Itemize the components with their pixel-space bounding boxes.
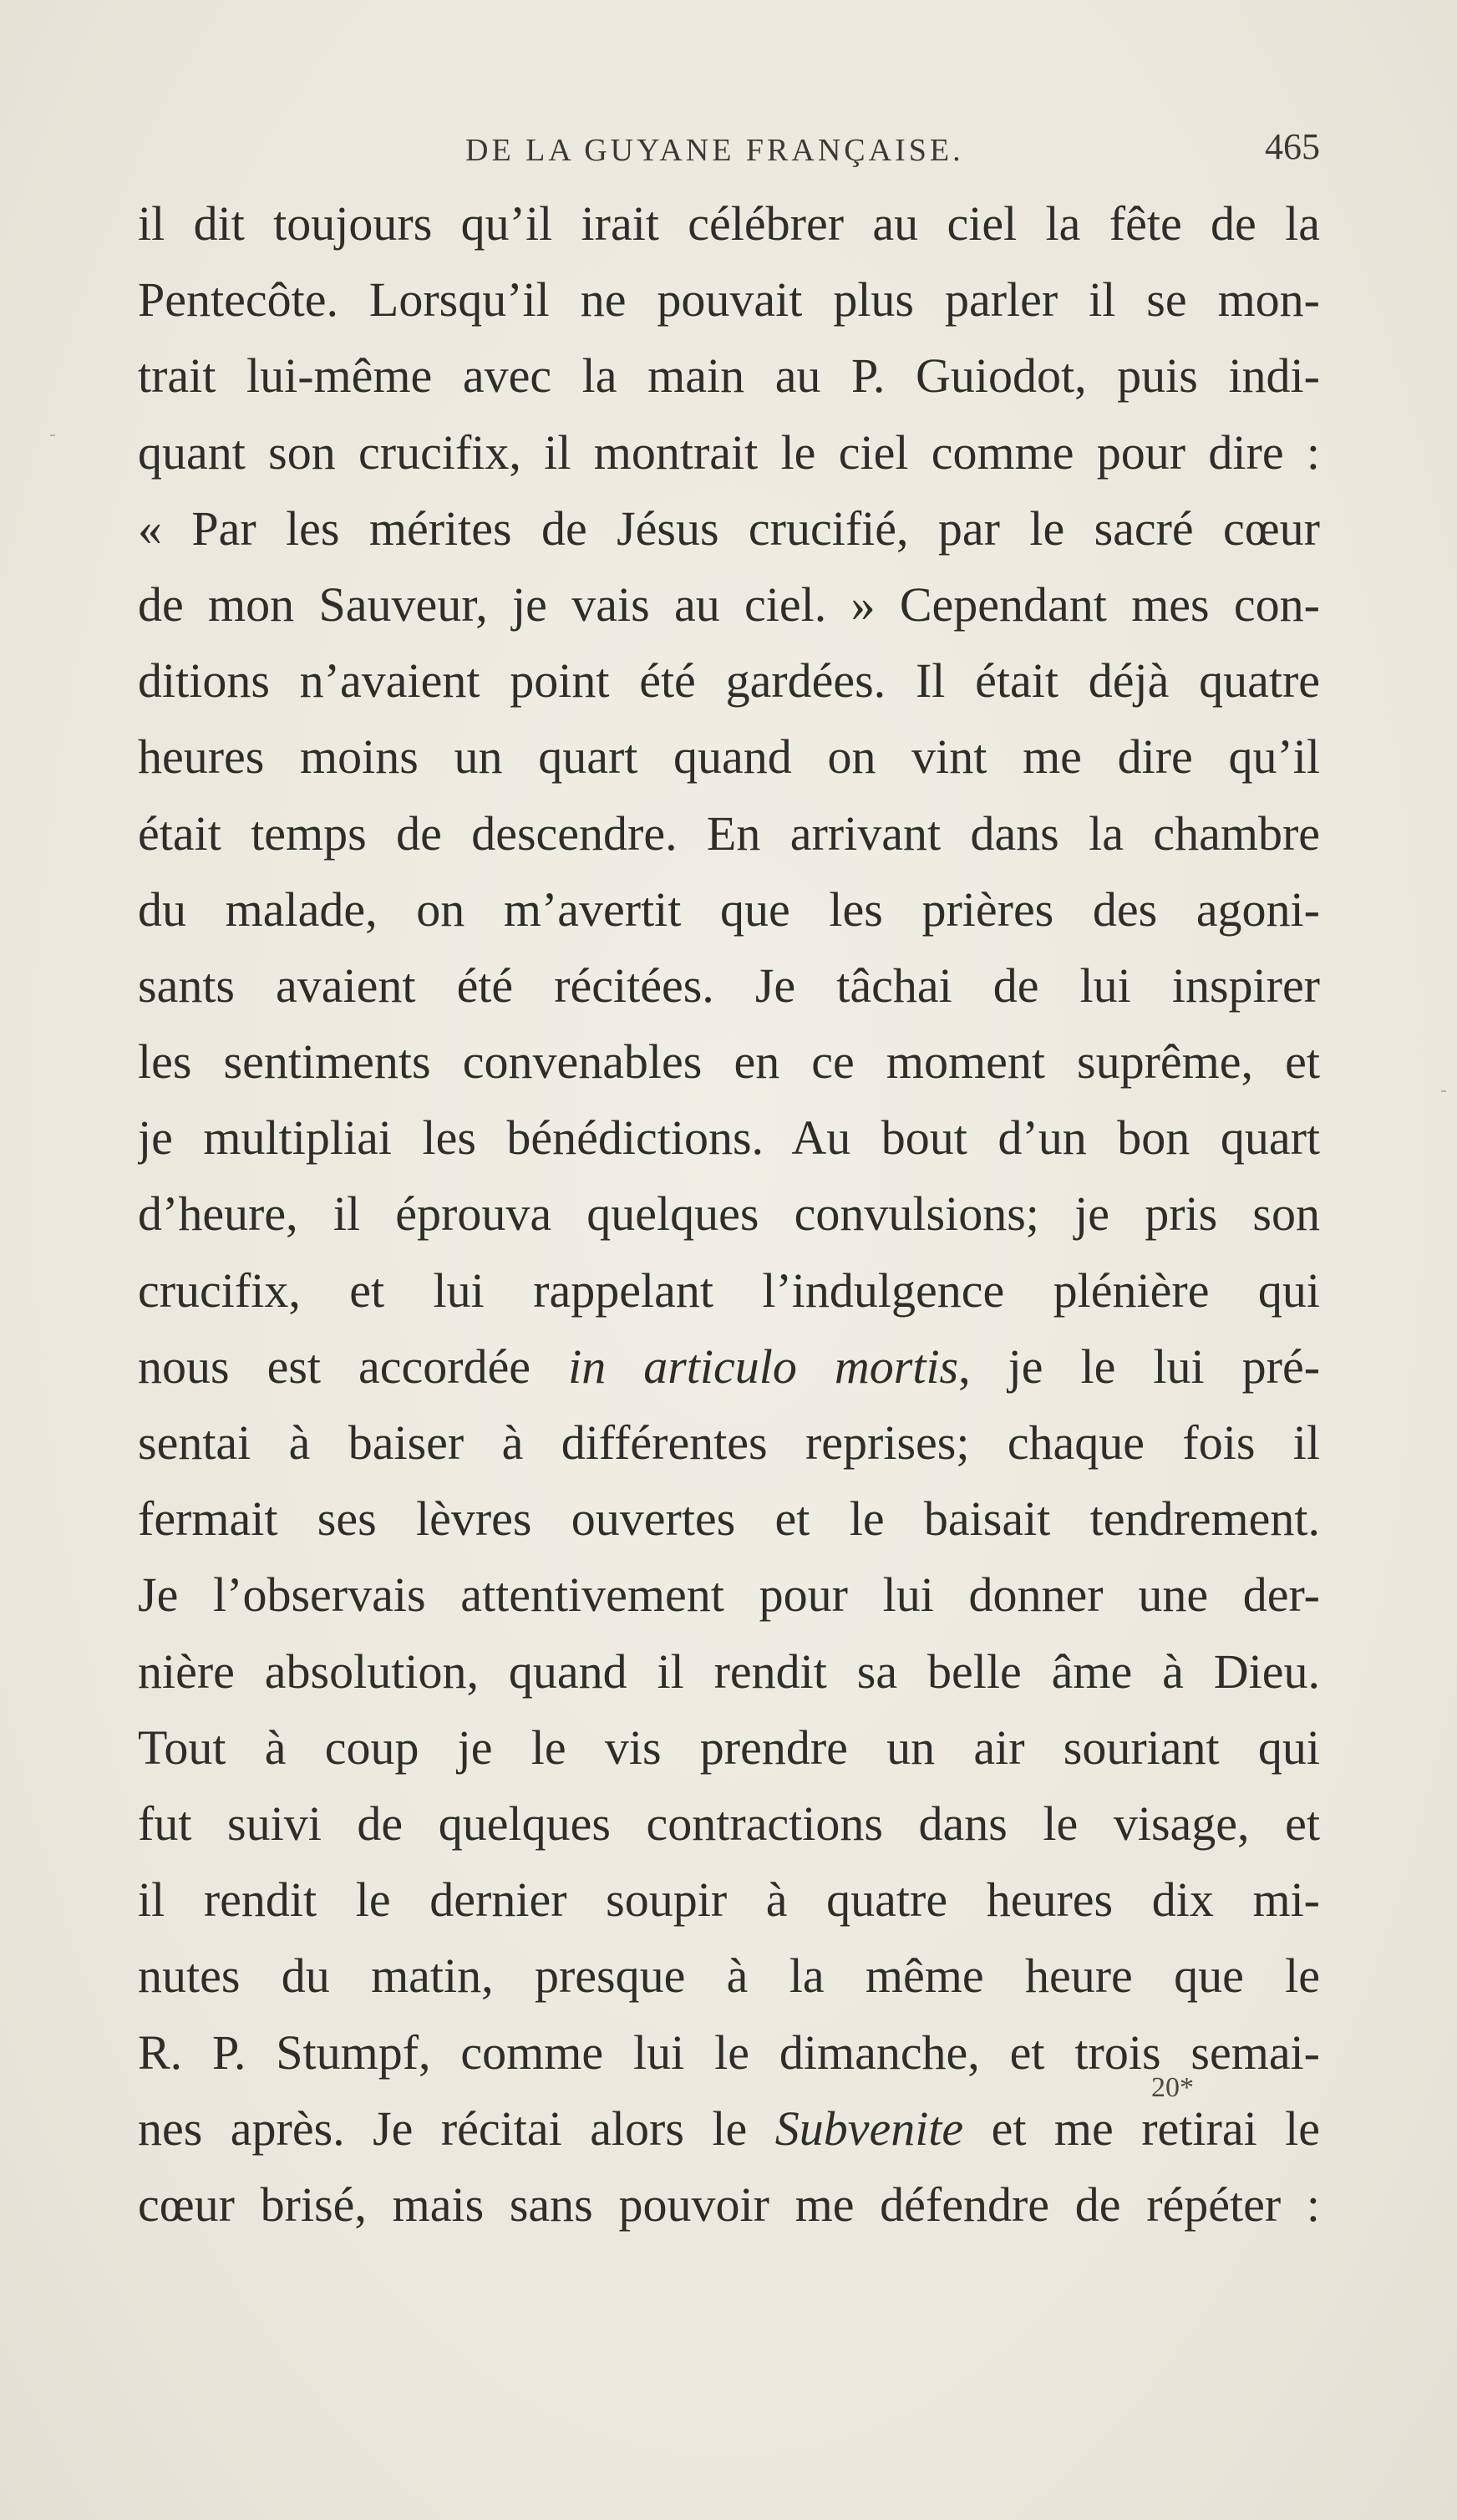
- text-line: je multipliai les bénédictions. Au bout d’un bon quart: [138, 1110, 1320, 1166]
- italic-phrase: in articulo mortis: [568, 1339, 959, 1394]
- signature-mark: 20*: [1151, 2072, 1194, 2103]
- page-number: 465: [1265, 126, 1320, 167]
- text-line: du malade, on m’avertit que les prières des agoni-: [138, 881, 1320, 937]
- text-line: sants avaient été récitées. Je tâchai de lui inspirer: [138, 958, 1320, 1013]
- text-line: ditions n’avaient point été gardées. Il était déjà quatre: [138, 653, 1320, 709]
- text-line: R. P. Stumpf, comme lui le dimanche, et trois semai-: [138, 2025, 1320, 2080]
- text-line: de mon Sauveur, je vais au ciel. » Cependant mes con-: [138, 577, 1320, 632]
- text-segment: nous est accordée: [138, 1339, 569, 1394]
- text-line: Pentecôte. Lorsqu’il ne pouvait plus parler il se mon-: [138, 272, 1320, 328]
- text-line: sentai à baiser à différentes reprises; chaque fois il: [138, 1415, 1320, 1470]
- text-line: « Par les mérites de Jésus crucifié, par le sacré cœur: [138, 500, 1320, 556]
- text-line: d’heure, il éprouva quelques convulsions; je pris son: [138, 1186, 1320, 1242]
- margin-speck: [50, 434, 55, 436]
- text-line: crucifix, et lui rappelant l’indulgence plénière qui: [138, 1263, 1320, 1318]
- text-line: il dit toujours qu’il irait célébrer au ciel la fête de la: [138, 196, 1320, 251]
- text-line: quant son crucifix, il montrait le ciel comme pour dire :: [138, 424, 1320, 480]
- text-line: trait lui-même avec la main au P. Guiodot, puis indi-: [138, 348, 1320, 404]
- text-line: les sentiments convenables en ce moment suprême, et: [138, 1034, 1320, 1090]
- page-header: [138, 125, 1320, 175]
- text-line: heures moins un quart quand on vint me dire qu’il: [138, 729, 1320, 785]
- text-line: il rendit le dernier soupir à quatre heures dix mi-: [138, 1872, 1320, 1928]
- text-line: Je l’observais attentivement pour lui donner une der-: [138, 1567, 1320, 1623]
- text-line: nière absolution, quand il rendit sa belle âme à Dieu.: [138, 1644, 1320, 1699]
- margin-speck: [1441, 1090, 1446, 1092]
- body-text: [138, 185, 1320, 2243]
- text-segment: nes après. Je récitai alors le: [138, 2101, 775, 2156]
- text-line: fermait ses lèvres ouvertes et le baisait tendrement.: [138, 1491, 1320, 1547]
- text-line-with-italic: [138, 1329, 1320, 1405]
- text-line-with-italic: [138, 2091, 1320, 2167]
- running-head: DE LA GUYANE FRANÇAISE.: [465, 133, 964, 168]
- text-segment: et me retirai le: [963, 2101, 1320, 2156]
- text-line: Tout à coup je le vis prendre un air souriant qui: [138, 1720, 1320, 1775]
- text-segment: , je le lui pré-: [958, 1339, 1320, 1394]
- text-line: était temps de descendre. En arrivant dans la chambre: [138, 805, 1320, 861]
- text-line: cœur brisé, mais sans pouvoir me défendre de répéter :: [138, 2177, 1320, 2232]
- text-line: fut suivi de quelques contractions dans le visage, et: [138, 1796, 1320, 1851]
- italic-phrase: Subvenite: [774, 2101, 964, 2156]
- text-line: nutes du matin, presque à la même heure que le: [138, 1948, 1320, 2004]
